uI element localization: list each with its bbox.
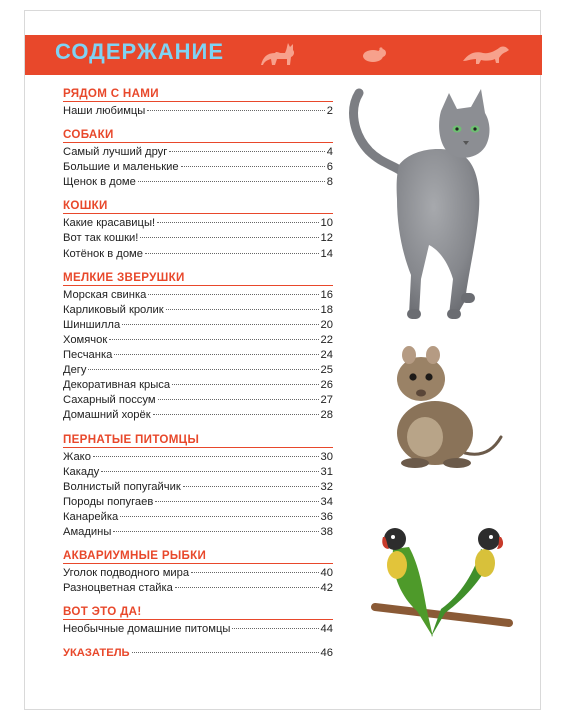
toc-section — [63, 271, 333, 424]
entry-label: Вот так кошки! — [63, 232, 139, 245]
toc-entry[interactable] — [63, 450, 333, 465]
entry-label: Котёнок в доме — [63, 247, 143, 260]
dot-leader — [113, 531, 318, 532]
section-title[interactable]: АКВАРИУМНЫЕ РЫБКИ — [63, 549, 333, 564]
toc-entry[interactable] — [63, 318, 333, 333]
entry-label: Сахарный поссум — [63, 394, 156, 407]
dot-leader — [155, 501, 318, 502]
header-banner — [25, 35, 542, 75]
dot-leader — [145, 253, 319, 254]
dot-leader — [120, 516, 318, 517]
dot-leader — [140, 237, 318, 238]
dot-leader — [147, 110, 324, 111]
page-title: СОДЕРЖАНИЕ — [55, 39, 225, 64]
entry-page: 12 — [320, 232, 333, 245]
section-title[interactable]: КОШКИ — [63, 199, 333, 214]
entry-label: Волнистый попугайчик — [63, 480, 181, 493]
dot-leader — [122, 324, 318, 325]
dot-leader — [232, 628, 318, 629]
toc-entry[interactable] — [63, 480, 333, 495]
toc-page — [24, 10, 541, 710]
dot-leader — [183, 486, 319, 487]
section-title[interactable]: ПЕРНАТЫЕ ПИТОМЦЫ — [63, 433, 333, 448]
entry-page: 22 — [320, 333, 333, 346]
toc-entry[interactable] — [63, 175, 333, 190]
entry-label: Наши любимцы — [63, 105, 146, 117]
entry-label: Разноцветная стайка — [63, 582, 173, 595]
dot-leader — [175, 587, 319, 588]
dot-leader — [114, 354, 318, 355]
entry-label: Самый лучший друг — [63, 146, 168, 159]
entry-page: 14 — [320, 247, 333, 260]
entry-label: Необычные домашние питомцы — [63, 623, 231, 636]
dot-leader — [172, 384, 318, 385]
dot-leader — [132, 652, 319, 653]
toc-entry[interactable] — [63, 465, 333, 480]
entry-label: Домашний хорёк — [63, 409, 151, 422]
dot-leader — [157, 222, 318, 223]
entry-label: Шиншилла — [63, 318, 121, 331]
entry-page: 42 — [320, 582, 333, 595]
index-label: УКАЗАТЕЛЬ — [63, 647, 130, 660]
entry-page: 4 — [326, 146, 333, 159]
entry-page: 26 — [320, 379, 333, 392]
dot-leader — [169, 151, 324, 152]
toc-entry[interactable] — [63, 348, 333, 363]
entry-page: 34 — [320, 495, 333, 508]
toc-section — [63, 549, 333, 596]
ferret-silhouette-icon — [461, 43, 511, 67]
dot-leader — [191, 572, 318, 573]
toc-entry[interactable] — [63, 393, 333, 408]
entry-page: 10 — [320, 217, 333, 230]
entry-page: 30 — [320, 450, 333, 463]
dot-leader — [93, 456, 319, 457]
toc-entry[interactable] — [63, 525, 333, 540]
toc-section — [63, 87, 333, 119]
entry-label: Канарейка — [63, 510, 119, 523]
toc-entry[interactable] — [63, 408, 333, 423]
entry-page: 2 — [326, 105, 333, 117]
toc-section — [63, 199, 333, 261]
entry-page: 44 — [320, 623, 333, 636]
entry-page: 28 — [320, 409, 333, 422]
entry-label: Декоративная крыса — [63, 379, 171, 392]
degu-image — [377, 341, 507, 476]
entry-label: Какаду — [63, 465, 100, 478]
toc-entry[interactable] — [63, 363, 333, 378]
lovebirds-image — [371, 519, 521, 644]
entry-label: Карликовый кролик — [63, 303, 164, 316]
dot-leader — [101, 471, 318, 472]
toc-entry[interactable] — [63, 231, 333, 246]
entry-page: 6 — [326, 161, 333, 174]
toc-entry[interactable] — [63, 104, 333, 119]
entry-page: 20 — [320, 318, 333, 331]
entry-label: Песчанка — [63, 349, 113, 362]
toc-entry[interactable] — [63, 247, 333, 262]
dot-leader — [148, 294, 318, 295]
toc-entry[interactable] — [63, 378, 333, 393]
entry-label: Щенок в доме — [63, 176, 136, 189]
dot-leader — [158, 399, 319, 400]
toc-entry[interactable] — [63, 622, 333, 637]
section-title[interactable]: РЯДОМ С НАМИ — [63, 87, 333, 102]
index-entry[interactable] — [63, 646, 333, 661]
entry-label: Морская свинка — [63, 288, 147, 301]
entry-page: 40 — [320, 567, 333, 580]
entry-page: 32 — [320, 480, 333, 493]
toc-entry[interactable] — [63, 303, 333, 318]
gray-cat-image — [341, 79, 501, 334]
entry-label: Какие красавицы! — [63, 217, 156, 230]
toc-entry[interactable] — [63, 581, 333, 596]
toc-entry[interactable] — [63, 495, 333, 510]
entry-page: 8 — [326, 176, 333, 189]
table-of-contents — [63, 87, 333, 661]
entry-page: 27 — [320, 394, 333, 407]
toc-entry[interactable] — [63, 566, 333, 581]
section-title[interactable]: МЕЛКИЕ ЗВЕРУШКИ — [63, 271, 333, 286]
entry-label: Жако — [63, 450, 91, 463]
entry-label: Амадины — [63, 525, 112, 538]
entry-page: 18 — [320, 303, 333, 316]
dot-leader — [181, 166, 325, 167]
toc-section — [63, 605, 333, 637]
toc-entry[interactable] — [63, 288, 333, 303]
entry-label: Большие и маленькие — [63, 161, 179, 174]
entry-label: Уголок подводного мира — [63, 567, 190, 580]
toc-entry[interactable] — [63, 510, 333, 525]
dot-leader — [138, 181, 325, 182]
dot-leader — [109, 339, 318, 340]
entry-label: Породы попугаев — [63, 495, 154, 508]
toc-section — [63, 433, 333, 541]
dot-leader — [153, 414, 319, 415]
entry-page: 25 — [320, 364, 333, 377]
entry-page: 16 — [320, 288, 333, 301]
entry-page: 24 — [320, 349, 333, 362]
entry-page: 36 — [320, 510, 333, 523]
hamster-silhouette-icon — [361, 47, 387, 63]
cat-silhouette-icon — [257, 41, 299, 69]
toc-entry[interactable] — [63, 216, 333, 231]
index-page: 46 — [320, 647, 333, 660]
section-title[interactable]: СОБАКИ — [63, 128, 333, 143]
entry-label: Хомячок — [63, 333, 108, 346]
dot-leader — [166, 309, 319, 310]
toc-entry[interactable] — [63, 160, 333, 175]
dot-leader — [88, 369, 318, 370]
toc-entry[interactable] — [63, 145, 333, 160]
entry-page: 31 — [320, 465, 333, 478]
entry-page: 38 — [320, 525, 333, 538]
entry-label: Дегу — [63, 364, 87, 377]
section-title[interactable]: ВОТ ЭТО ДА! — [63, 605, 333, 620]
toc-section — [63, 128, 333, 190]
toc-entry[interactable] — [63, 333, 333, 348]
